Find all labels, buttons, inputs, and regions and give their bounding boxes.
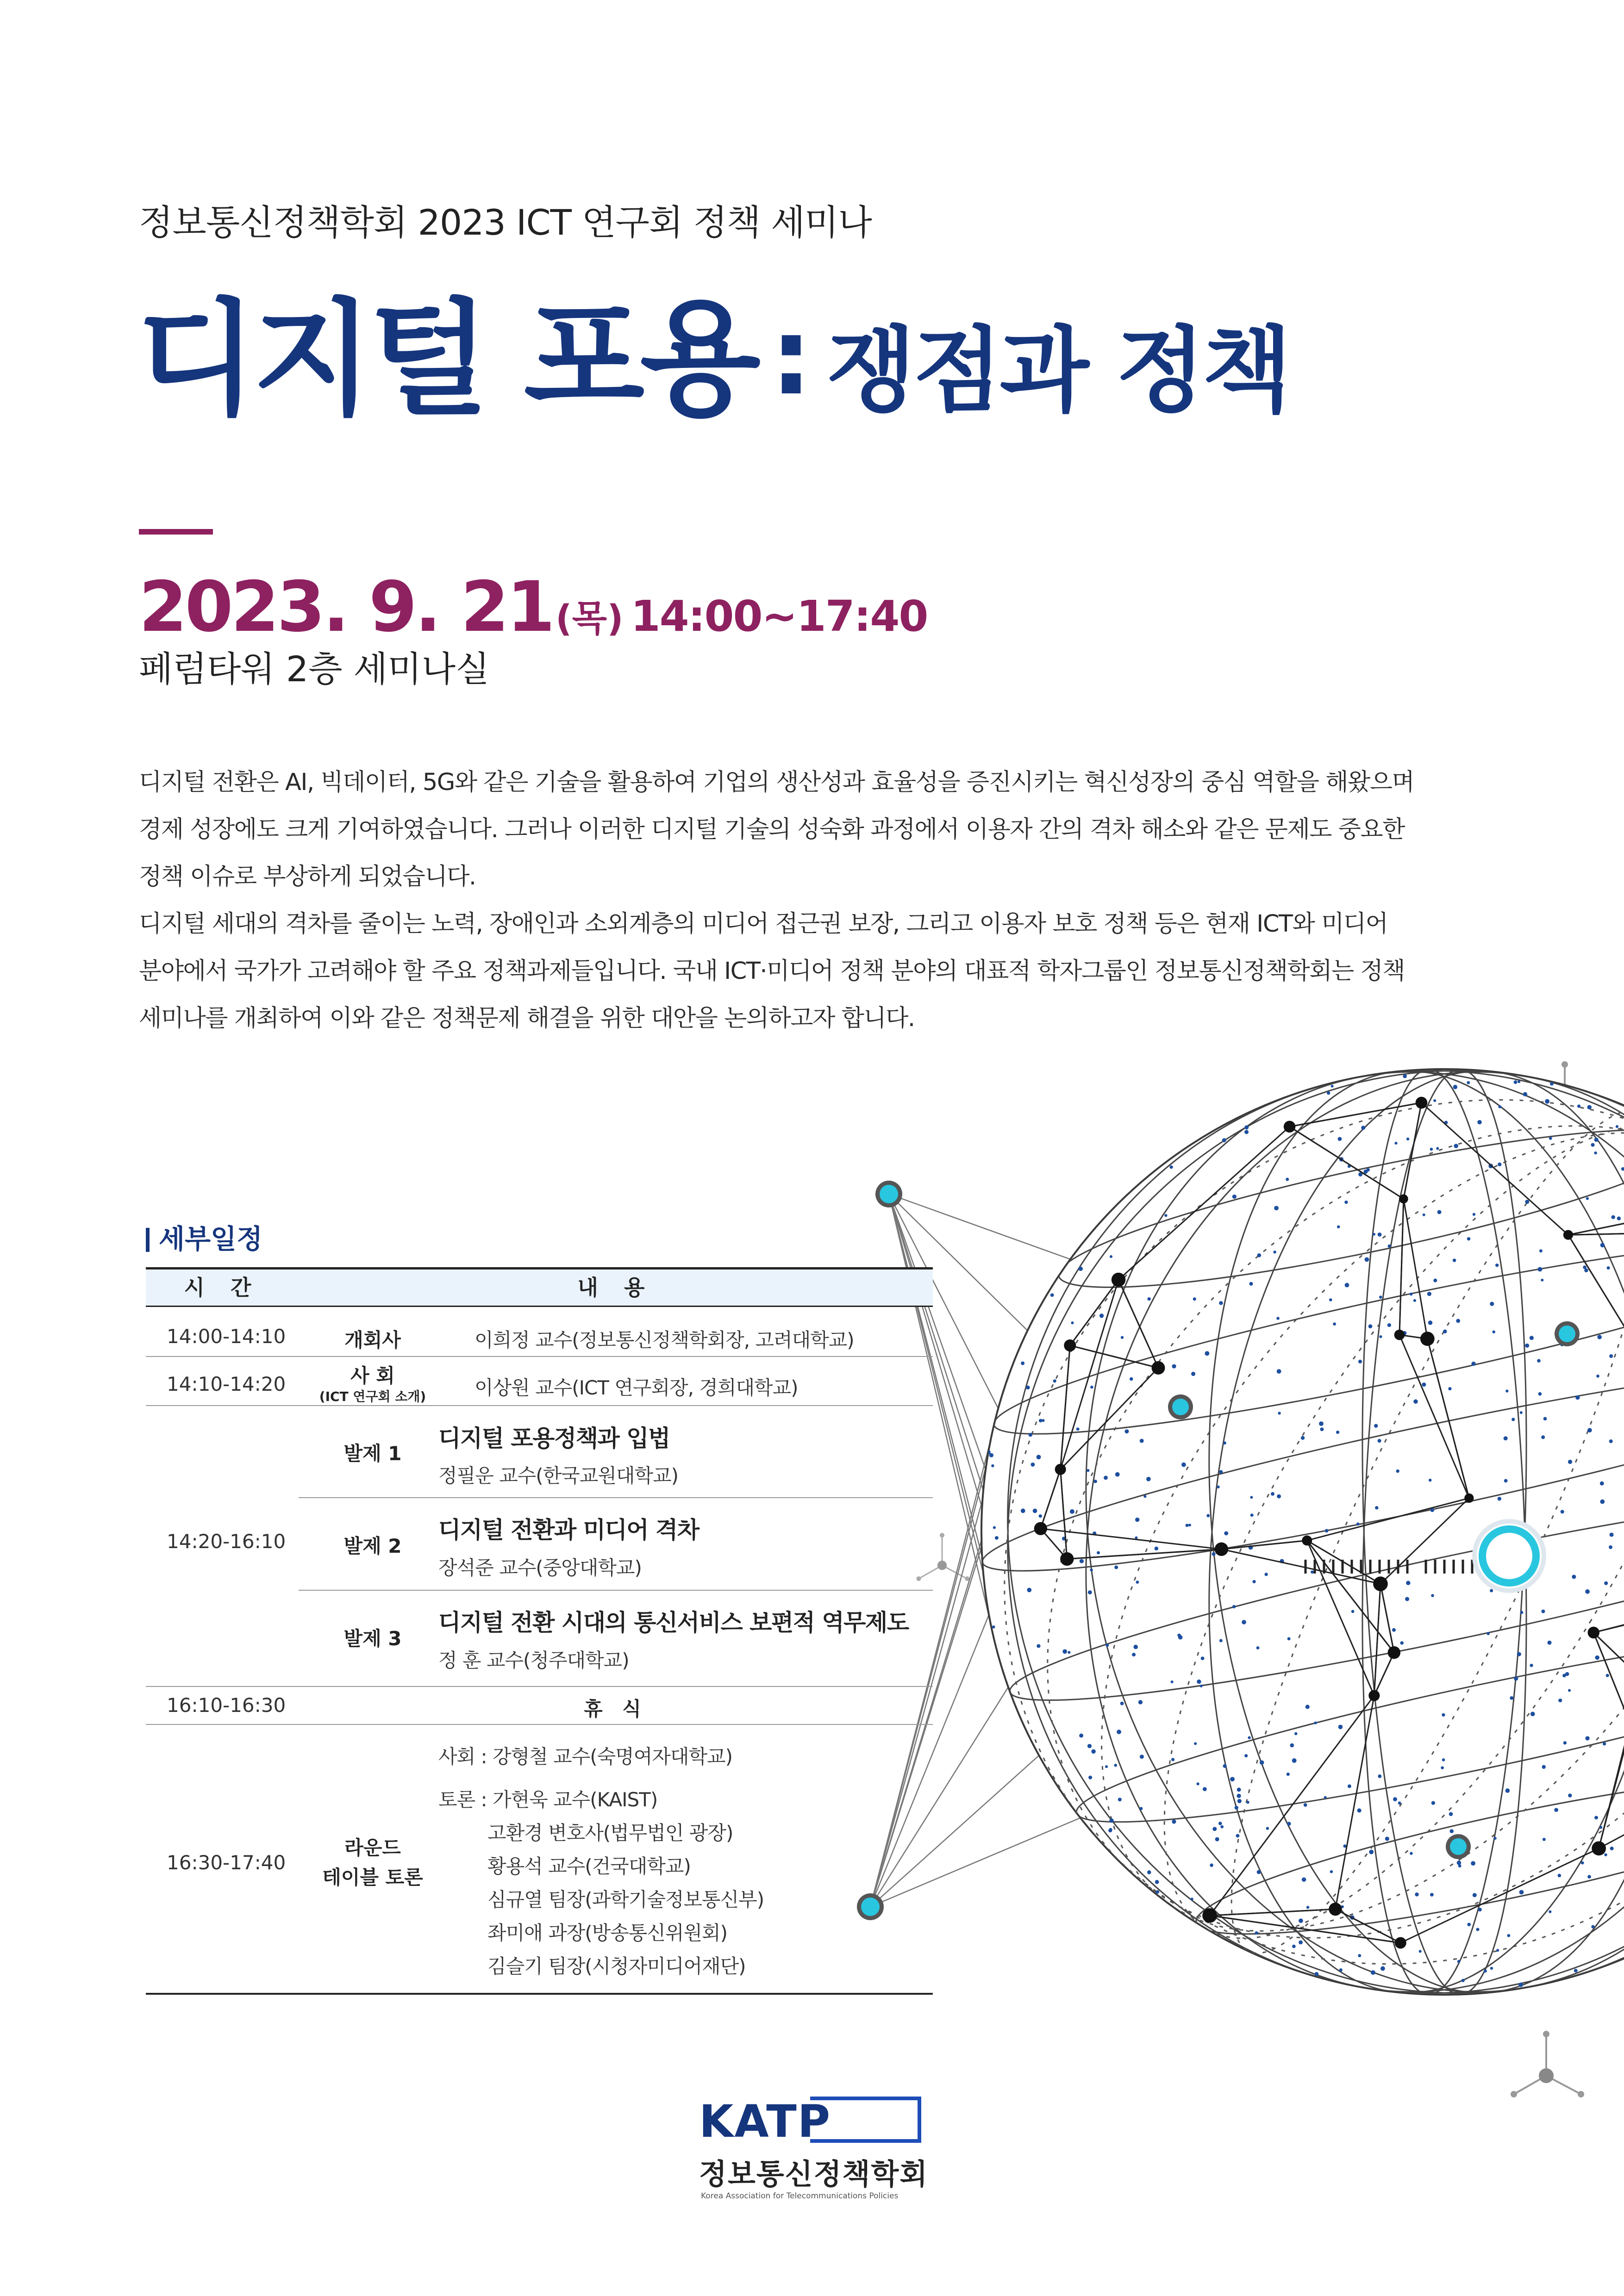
event-date: 2023. 9. 21 (139, 567, 553, 647)
network-globe-illustration (856, 1041, 1624, 2004)
event-time: 14:00~17:40 (631, 591, 928, 641)
presentation-label: 발제 1 (344, 1442, 402, 1465)
schedule-heading (146, 1217, 262, 1256)
row-label: 라운드 (344, 1836, 401, 1859)
roundtable-panelist: 황용석 교수(건국대학교) (487, 1855, 691, 1878)
row-time: 14:10-14:20 (167, 1373, 286, 1395)
intro-line: 세미나를 개최하여 이와 같은 정책문제 해결을 위한 대안을 논의하고자 합니다. (139, 1005, 915, 1032)
row-sublabel: (ICT 연구회 소개) (319, 1389, 426, 1404)
row-divider (146, 1405, 933, 1406)
event-weekday: (목) (556, 598, 624, 640)
title-sub: 쟁점과 정책 (826, 317, 1289, 425)
table-header (146, 1267, 933, 1307)
logo-acronym: KATP (699, 2096, 831, 2147)
presentation-speaker: 장석준 교수(중앙대학교) (438, 1556, 642, 1579)
row-label: 테이블 토론 (322, 1866, 423, 1889)
event-subtitle: 정보통신정책학회 2023 ICT 연구회 정책 세미나 (139, 202, 872, 243)
katp-logo (699, 2092, 931, 2203)
logo-name-korean: 정보통신정책학회 (699, 2157, 929, 2191)
intro-line: 디지털 전환은 AI, 빅데이터, 5G와 같은 기술을 활용하여 기업의 생산성과 효율성을 증진시키는 혁신성장의 중심 역할을 해왔으며 (139, 769, 1414, 796)
heading-bar (146, 1228, 150, 1252)
page-title (137, 259, 1289, 439)
presentation-label: 발제 3 (344, 1627, 402, 1650)
row-divider (299, 1497, 933, 1498)
row-time: 16:10-16:30 (167, 1694, 286, 1717)
break-label: 휴 식 (584, 1698, 648, 1720)
table-bottom-border (146, 1993, 933, 1995)
intro-line: 디지털 세대의 격차를 줄이는 노력, 장애인과 소외계층의 미디어 접근권 보장, 그리고 이용자 보호 정책 등은 현재 ICT와 미디어 (139, 910, 1388, 938)
row-divider (146, 1724, 933, 1725)
roundtable-panelist: 심규열 팀장(과학기술정보통신부) (487, 1888, 764, 1911)
row-label: 개회사 (344, 1329, 401, 1351)
event-venue: 페럼타워 2층 세미나실 (139, 648, 490, 690)
intro-line: 분야에서 국가가 고려해야 할 주요 정책과제들입니다. 국내 ICT·미디어 정책 분야의 대표적 학자그룹인 정보통신정책학회는 정책 (139, 958, 1405, 985)
molecule-icon (1505, 2029, 1588, 2113)
logo-name-english: Korea Association for Telecommunications Policies (701, 2191, 899, 2201)
intro-line: 경제 성장에도 크게 기여하였습니다. 그러나 이러한 디지털 기술의 성숙화 과정에서 이용자 간의 격차 해소와 같은 문제도 중요한 (139, 816, 1405, 843)
schedule-table (146, 1267, 933, 1998)
row-divider (146, 1686, 933, 1687)
column-header-content: 내 용 (577, 1275, 654, 1300)
title-main: 디지털 포용 (137, 286, 756, 432)
row-label: 사 회 (350, 1364, 395, 1387)
presentation-title: 디지털 포용정책과 입법 (438, 1425, 670, 1452)
presentation-title: 디지털 전환 시대의 통신서비스 보편적 역무제도 (438, 1609, 909, 1636)
intro-line: 정책 이슈로 부상하게 되었습니다. (139, 863, 476, 890)
title-colon: : (770, 295, 813, 419)
event-date-time (139, 567, 927, 647)
roundtable-panelist: 고환경 변호사(법무법인 광장) (487, 1822, 733, 1844)
schedule-heading-text: 세부일정 (159, 1223, 263, 1255)
presentation-label: 발제 2 (344, 1535, 402, 1557)
accent-divider (139, 529, 213, 535)
row-divider (299, 1590, 933, 1591)
presentation-speaker: 정 훈 교수(청주대학교) (438, 1649, 629, 1672)
roundtable-panelist: 좌미애 과장(방송통신위원회) (487, 1922, 727, 1944)
presentation-speaker: 정필운 교수(한국교원대학교) (438, 1464, 678, 1487)
roundtable-moderator: 사회 : 강형철 교수(숙명여자대학교) (438, 1745, 732, 1768)
row-time: 16:30-17:40 (167, 1851, 286, 1874)
row-speaker: 이희정 교수(정보통신정책학회장, 고려대학교) (475, 1329, 854, 1351)
row-time: 14:00-14:10 (167, 1325, 286, 1348)
roundtable-panelist: 토론 : 가현욱 교수(KAIST) (438, 1788, 658, 1811)
column-header-time: 시 간 (184, 1275, 261, 1300)
row-time: 14:20-16:10 (167, 1530, 286, 1553)
roundtable-panelist: 김슬기 팀장(시청자미디어재단) (487, 1955, 746, 1978)
presentation-title: 디지털 전환과 미디어 격차 (438, 1517, 699, 1543)
row-speaker: 이상원 교수(ICT 연구회장, 경희대학교) (475, 1376, 798, 1399)
row-divider (146, 1356, 933, 1357)
intro-text (139, 759, 1500, 1042)
